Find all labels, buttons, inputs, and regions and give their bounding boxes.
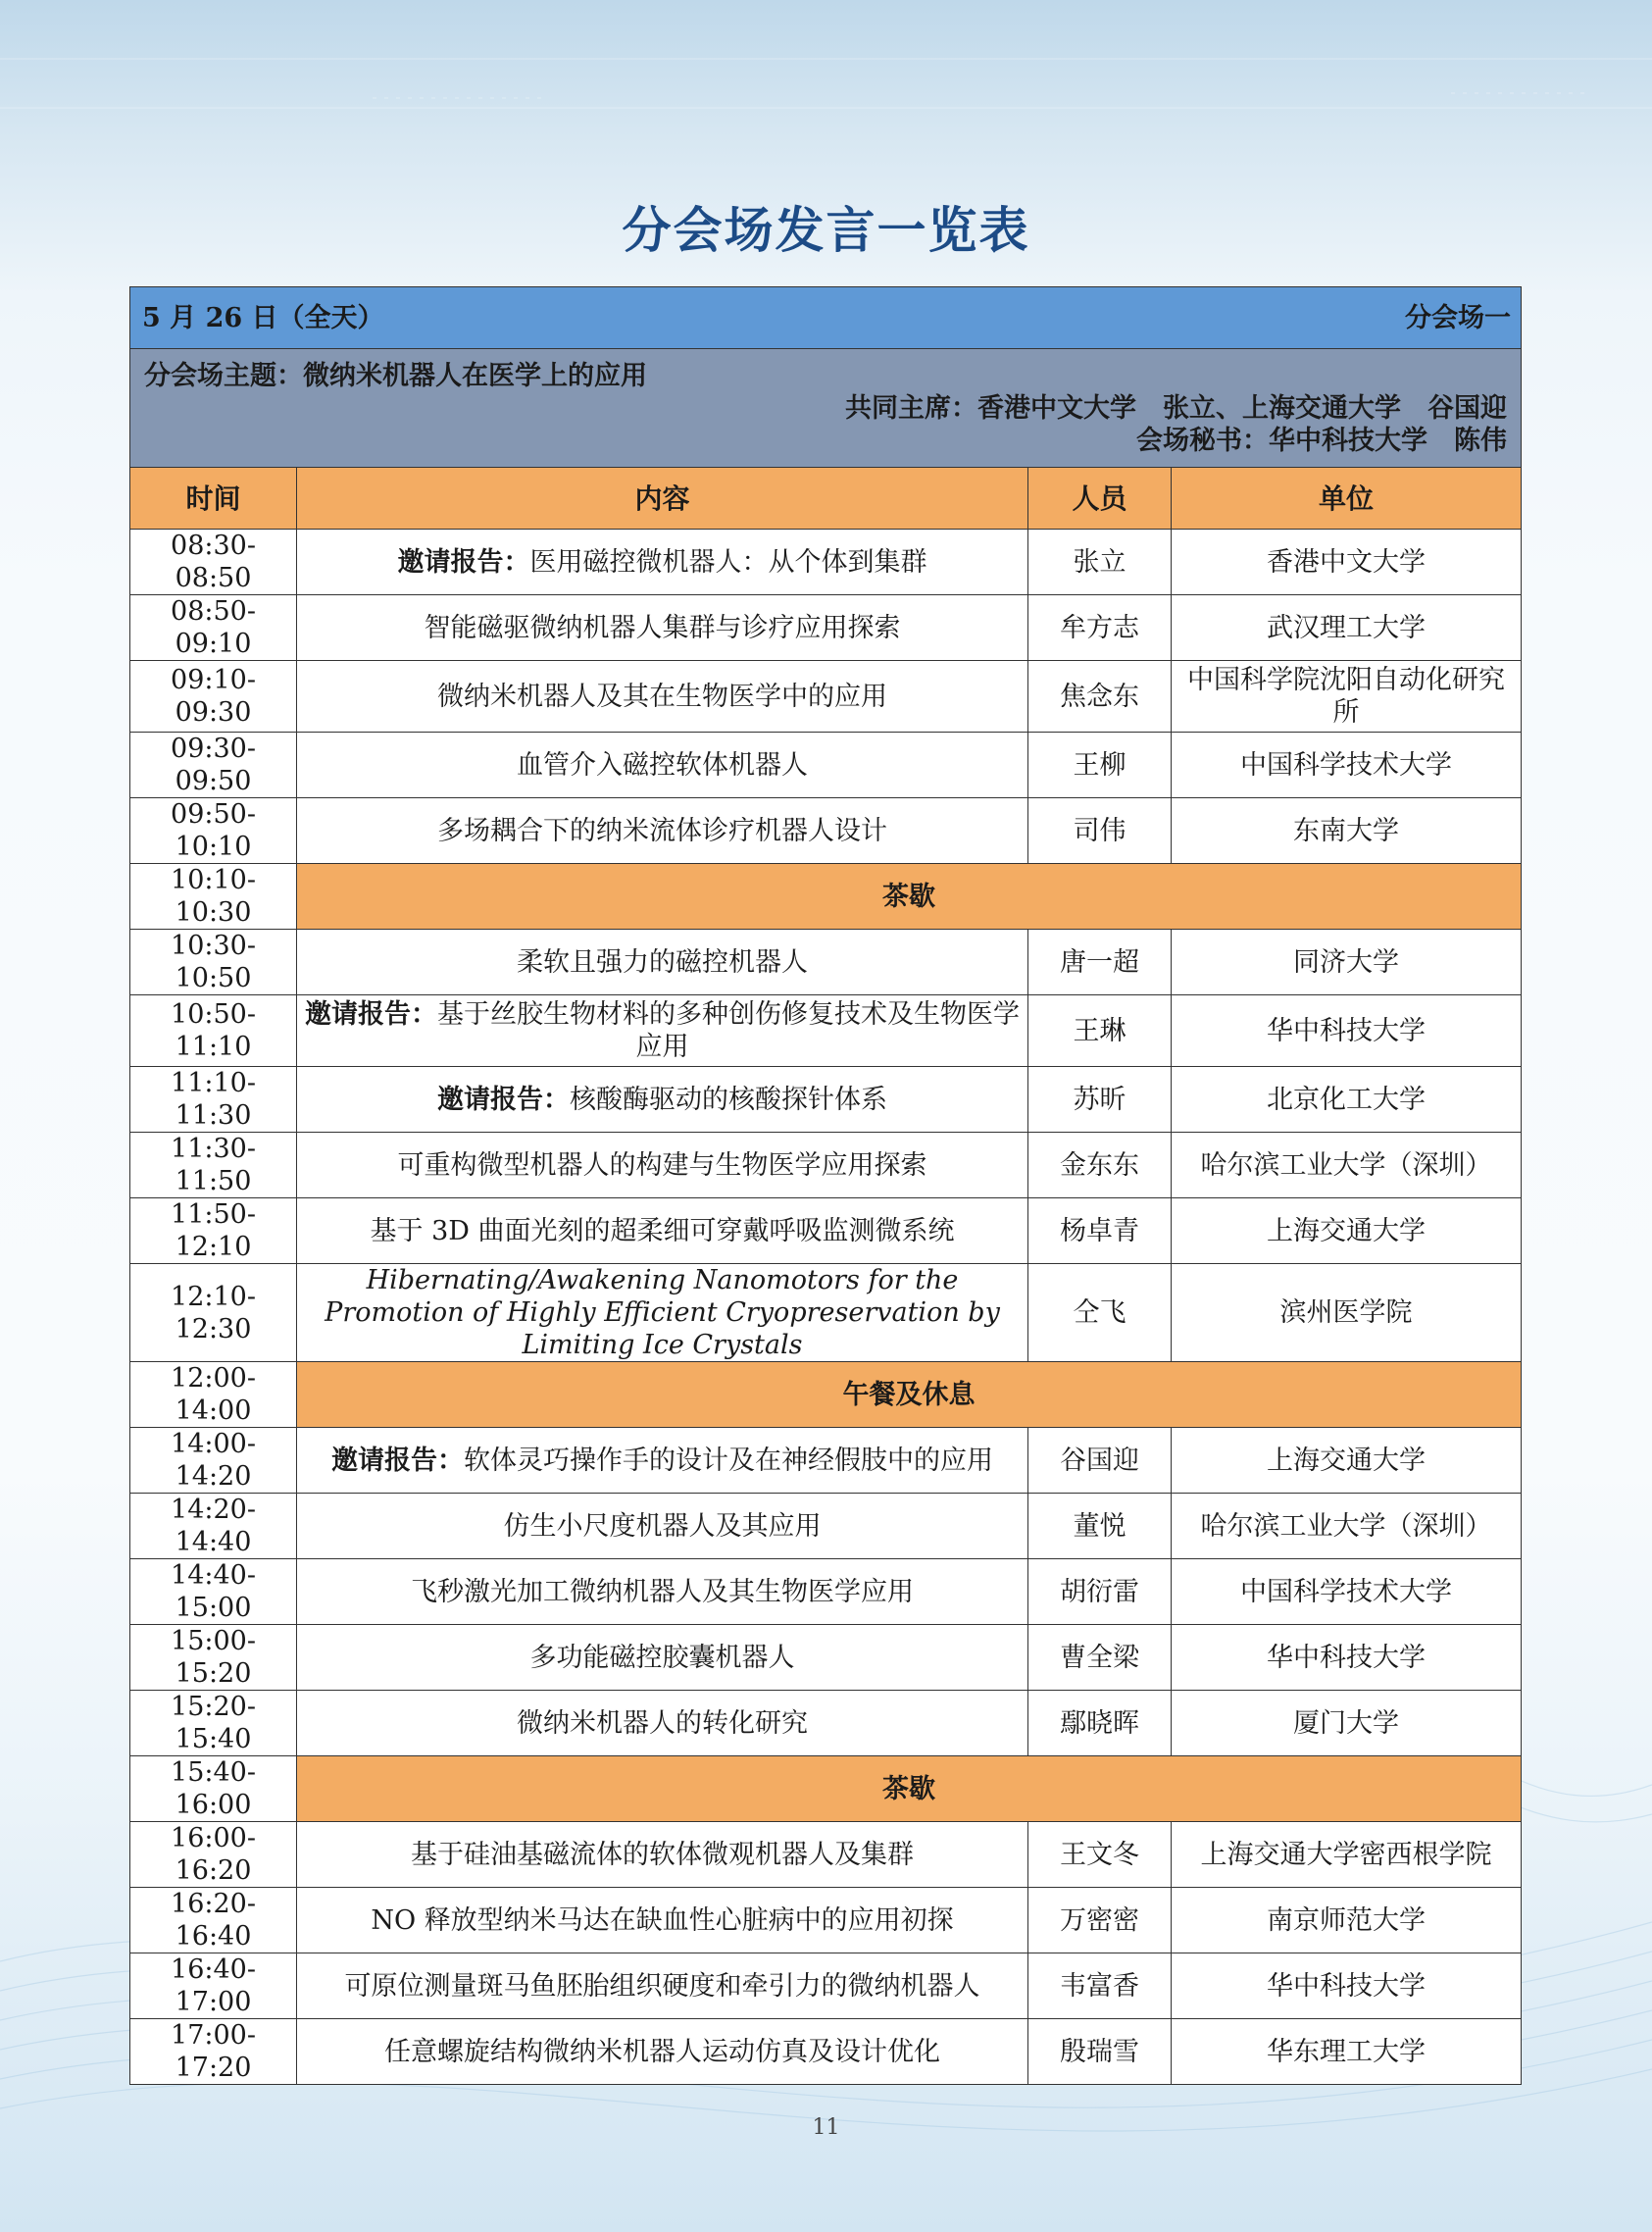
talk-title: 基于硅油基磁流体的软体微观机器人及集群 [411,1839,914,1870]
talk-title: 微纳米机器人及其在生物医学中的应用 [437,681,887,712]
speaker-cell: 王琳 [1028,995,1172,1067]
time-cell: 09:30-09:50 [130,733,297,798]
talk-title: 血管介入磁控软体机器人 [517,749,808,781]
table-row [130,530,1522,595]
content-cell [297,1133,1028,1198]
table-row [130,2019,1522,2085]
affiliation-cell: 同济大学 [1172,930,1522,995]
table-row [130,1888,1522,1953]
table-row [130,930,1522,995]
talk-title: NO 释放型纳米马达在缺血性心脏病中的应用初探 [371,1904,954,1936]
content-cell [297,1559,1028,1625]
speaker-cell: 仝飞 [1028,1264,1172,1362]
content-cell [297,1198,1028,1264]
talk-title: 多场耦合下的纳米流体诊疗机器人设计 [437,815,887,846]
page-title: 分会场发言一览表 [622,201,1030,259]
affiliation-cell: 华中科技大学 [1172,1625,1522,1691]
time-cell: 09:50-10:10 [130,798,297,864]
content-cell [297,661,1028,733]
affiliation-cell: 中国科学技术大学 [1172,733,1522,798]
speaker-cell: 万密密 [1028,1888,1172,1953]
affiliation-cell: 上海交通大学密西根学院 [1172,1822,1522,1888]
affiliation-cell: 厦门大学 [1172,1691,1522,1756]
speaker-cell: 张立 [1028,530,1172,595]
break-label: 午餐及休息 [297,1362,1522,1428]
break-row [130,1756,1522,1822]
time-cell: 09:10-09:30 [130,661,297,733]
speaker-cell: 韦富香 [1028,1953,1172,2019]
time-cell: 16:00-16:20 [130,1822,297,1888]
talk-title: 医用磁控微机器人：从个体到集群 [529,546,927,578]
invited-report-label: 邀请报告： [437,1084,570,1115]
break-label: 茶歇 [297,864,1522,930]
talk-title: 核酸酶驱动的核酸探针体系 [570,1084,887,1115]
column-header-row [130,468,1522,530]
time-cell: 10:10-10:30 [130,864,297,930]
content-cell [297,930,1028,995]
topic-header-row [130,349,1522,468]
talk-title: 软体灵巧操作手的设计及在神经假肢中的应用 [464,1445,993,1476]
break-label: 茶歇 [297,1756,1522,1822]
speaker-cell: 董悦 [1028,1494,1172,1559]
content-cell [297,1428,1028,1494]
speaker-cell: 王文冬 [1028,1822,1172,1888]
content-cell [297,1953,1028,2019]
speaker-cell: 王柳 [1028,733,1172,798]
talk-title: 飞秒激光加工微纳机器人及其生物医学应用 [411,1576,914,1607]
speaker-cell: 殷瑞雪 [1028,2019,1172,2085]
content-cell [297,733,1028,798]
speaker-cell: 鄢晓晖 [1028,1691,1172,1756]
session-secretary: 会场秘书：华中科技大学 陈伟 [1136,425,1507,456]
session-schedule-table [129,286,1522,2085]
content-cell [297,1625,1028,1691]
table-row [130,1264,1522,1362]
talk-title: 任意螺旋结构微纳米机器人运动仿真及设计优化 [384,2036,940,2067]
time-cell: 14:00-14:20 [130,1428,297,1494]
date-header-row [130,287,1522,349]
time-cell: 11:30-11:50 [130,1133,297,1198]
talk-title: 可原位测量斑马鱼胚胎组织硬度和牵引力的微纳机器人 [344,1970,980,2002]
content-cell [297,1067,1028,1133]
content-cell [297,2019,1028,2085]
affiliation-cell: 北京化工大学 [1172,1067,1522,1133]
speaker-cell: 司伟 [1028,798,1172,864]
affiliation-cell: 哈尔滨工业大学（深圳） [1172,1133,1522,1198]
talk-title: 可重构微型机器人的构建与生物医学应用探索 [397,1149,927,1181]
time-cell: 15:40-16:00 [130,1756,297,1822]
table-row [130,661,1522,733]
column-header-unit: 单位 [1172,468,1522,530]
time-cell: 15:00-15:20 [130,1625,297,1691]
time-cell: 11:50-12:10 [130,1198,297,1264]
table-row [130,1559,1522,1625]
session-topic: 分会场主题：微纳米机器人在医学上的应用 [144,360,647,391]
talk-title: 基于 3D 曲面光刻的超柔细可穿戴呼吸监测微系统 [370,1215,955,1246]
affiliation-cell: 滨州医学院 [1172,1264,1522,1362]
invited-report-label: 邀请报告： [305,999,437,1030]
affiliation-cell: 华中科技大学 [1172,1953,1522,2019]
speaker-cell: 唐一超 [1028,930,1172,995]
time-cell: 10:50-11:10 [130,995,297,1067]
talk-title: 柔软且强力的磁控机器人 [517,946,808,978]
column-header-time: 时间 [130,468,297,530]
session-date: 5 月 26 日（全天） [142,302,384,333]
affiliation-cell: 上海交通大学 [1172,1428,1522,1494]
affiliation-cell: 香港中文大学 [1172,530,1522,595]
content-cell [297,798,1028,864]
table-row [130,1067,1522,1133]
speaker-cell: 胡衍雷 [1028,1559,1172,1625]
page-number: 11 [812,2115,840,2140]
talk-title: 智能磁驱微纳机器人集群与诊疗应用探索 [424,612,901,643]
talk-title: 多功能磁控胶囊机器人 [529,1642,795,1673]
session-chairs: 共同主席：香港中文大学 张立、上海交通大学 谷国迎 [845,392,1507,424]
table-row [130,995,1522,1067]
time-cell: 16:40-17:00 [130,1953,297,2019]
venue-name: 分会场一 [1405,302,1511,333]
talk-title: 微纳米机器人的转化研究 [517,1707,808,1739]
speaker-cell: 金东东 [1028,1133,1172,1198]
speaker-cell: 杨卓青 [1028,1198,1172,1264]
affiliation-cell: 上海交通大学 [1172,1198,1522,1264]
table-row [130,1428,1522,1494]
content-cell [297,1494,1028,1559]
time-cell: 10:30-10:50 [130,930,297,995]
content-cell [297,1822,1028,1888]
column-header-content: 内容 [297,468,1028,530]
break-row [130,864,1522,930]
affiliation-cell: 南京师范大学 [1172,1888,1522,1953]
column-header-person: 人员 [1028,468,1172,530]
time-cell: 14:20-14:40 [130,1494,297,1559]
affiliation-cell: 华中科技大学 [1172,995,1522,1067]
content-cell [297,995,1028,1067]
table-row [130,1691,1522,1756]
affiliation-cell: 华东理工大学 [1172,2019,1522,2085]
talk-title: 仿生小尺度机器人及其应用 [503,1510,822,1542]
content-cell [297,1691,1028,1756]
content-cell [297,595,1028,661]
content-cell [297,1264,1028,1362]
time-cell: 12:00-14:00 [130,1362,297,1428]
time-cell: 17:00-17:20 [130,2019,297,2085]
time-cell: 08:50-09:10 [130,595,297,661]
table-row [130,1625,1522,1691]
time-cell: 16:20-16:40 [130,1888,297,1953]
table-row [130,1822,1522,1888]
affiliation-cell: 武汉理工大学 [1172,595,1522,661]
speaker-cell: 曹全梁 [1028,1625,1172,1691]
invited-report-label: 邀请报告： [397,546,530,578]
table-row [130,1198,1522,1264]
invited-report-label: 邀请报告： [331,1445,464,1476]
speaker-cell: 谷国迎 [1028,1428,1172,1494]
table-row [130,1133,1522,1198]
talk-title: 基于丝胶生物材料的多种创伤修复技术及生物医学应用 [437,999,1020,1062]
table-row [130,798,1522,864]
speaker-cell: 牟方志 [1028,595,1172,661]
table-row [130,595,1522,661]
time-cell: 14:40-15:00 [130,1559,297,1625]
affiliation-cell: 中国科学院沈阳自动化研究所 [1172,661,1522,733]
speaker-cell: 焦念东 [1028,661,1172,733]
affiliation-cell: 中国科学技术大学 [1172,1559,1522,1625]
content-cell [297,530,1028,595]
time-cell: 12:10-12:30 [130,1264,297,1362]
talk-title: Hibernating/Awakening Nanomotors for the Promotion of Highly Efficient Cryopreservation by Limiting Ice Crystals [325,1265,1000,1360]
table-row [130,1953,1522,2019]
time-cell: 15:20-15:40 [130,1691,297,1756]
break-row [130,1362,1522,1428]
affiliation-cell: 哈尔滨工业大学（深圳） [1172,1494,1522,1559]
affiliation-cell: 东南大学 [1172,798,1522,864]
time-cell: 08:30-08:50 [130,530,297,595]
content-cell [297,1888,1028,1953]
table-row [130,1494,1522,1559]
speaker-cell: 苏昕 [1028,1067,1172,1133]
time-cell: 11:10-11:30 [130,1067,297,1133]
table-row [130,733,1522,798]
